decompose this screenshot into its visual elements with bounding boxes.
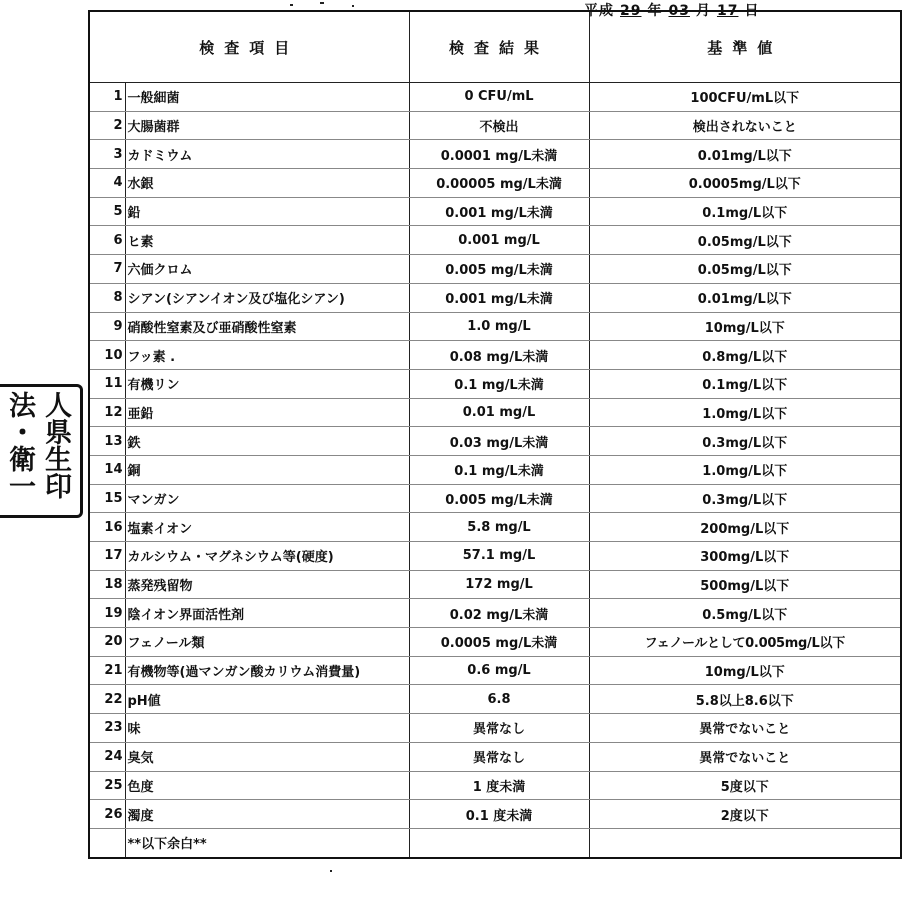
row-standard xyxy=(589,828,901,857)
row-item: 味 xyxy=(125,714,409,743)
row-item: 六価クロム xyxy=(125,255,409,284)
row-item: マンガン xyxy=(125,484,409,513)
row-standard: 0.3mg/L以下 xyxy=(589,484,901,513)
row-item: 一般細菌 xyxy=(125,83,409,112)
row-standard: 0.3mg/L以下 xyxy=(589,427,901,456)
row-standard: 0.1mg/L以下 xyxy=(589,369,901,398)
stamp-text-col2: 法・衛一 xyxy=(4,391,35,499)
row-result: 0.001 mg/L未満 xyxy=(409,197,589,226)
row-result: 0.03 mg/L未満 xyxy=(409,427,589,456)
row-item: 鉛 xyxy=(125,197,409,226)
row-item: フッ素 . xyxy=(125,341,409,370)
row-number: 23 xyxy=(89,714,125,743)
row-number xyxy=(89,828,125,857)
row-number: 6 xyxy=(89,226,125,255)
row-standard: 0.05mg/L以下 xyxy=(589,226,901,255)
table-row xyxy=(89,742,901,771)
row-standard: 1.0mg/L以下 xyxy=(589,455,901,484)
row-number: 20 xyxy=(89,628,125,657)
row-number: 17 xyxy=(89,542,125,571)
row-result: 0.0005 mg/L未満 xyxy=(409,628,589,657)
row-result: 172 mg/L xyxy=(409,570,589,599)
seal-stamp xyxy=(0,384,83,518)
row-result: 1 度未満 xyxy=(409,771,589,800)
row-item: 有機リン xyxy=(125,369,409,398)
row-standard: 0.01mg/L以下 xyxy=(589,283,901,312)
row-item: 銅 xyxy=(125,455,409,484)
header-standard: 基準値 xyxy=(589,11,901,83)
row-item: 濁度 xyxy=(125,800,409,829)
table-row xyxy=(89,542,901,571)
date-day-label: 日 xyxy=(744,3,760,19)
row-result: 0.1 度未満 xyxy=(409,800,589,829)
row-standard: 異常でないこと xyxy=(589,714,901,743)
row-number: 1 xyxy=(89,83,125,112)
scan-speck xyxy=(352,5,354,7)
date-month: 03 xyxy=(668,3,690,19)
table-row xyxy=(89,312,901,341)
row-standard: 5度以下 xyxy=(589,771,901,800)
row-result: 1.0 mg/L xyxy=(409,312,589,341)
table-row xyxy=(89,341,901,370)
row-standard: 0.8mg/L以下 xyxy=(589,341,901,370)
scan-speck xyxy=(330,870,332,872)
table-row xyxy=(89,83,901,112)
row-item: 水銀 xyxy=(125,169,409,198)
date-day: 17 xyxy=(716,3,739,19)
row-item: 蒸発残留物 xyxy=(125,570,409,599)
row-item: シアン(シアンイオン及び塩化シアン) xyxy=(125,283,409,312)
row-standard: フェノールとして0.005mg/L以下 xyxy=(589,628,901,657)
row-item: カドミウム xyxy=(125,140,409,169)
row-number: 22 xyxy=(89,685,125,714)
table-row xyxy=(89,800,901,829)
row-result: 0.08 mg/L未満 xyxy=(409,341,589,370)
row-standard: 10mg/L以下 xyxy=(589,312,901,341)
row-result: 0.1 mg/L未満 xyxy=(409,369,589,398)
row-item: 陰イオン界面活性剤 xyxy=(125,599,409,628)
row-item: 亜鉛 xyxy=(125,398,409,427)
row-result: 5.8 mg/L xyxy=(409,513,589,542)
row-result: 不検出 xyxy=(409,111,589,140)
row-number: 3 xyxy=(89,140,125,169)
row-standard: 0.5mg/L以下 xyxy=(589,599,901,628)
row-item: フェノール類 xyxy=(125,628,409,657)
row-number: 10 xyxy=(89,341,125,370)
table-row xyxy=(89,455,901,484)
row-item: 有機物等(過マンガン酸カリウム消費量) xyxy=(125,656,409,685)
header-result: 検査結果 xyxy=(409,11,589,83)
table-row xyxy=(89,169,901,198)
row-item: ヒ素 xyxy=(125,226,409,255)
row-number: 16 xyxy=(89,513,125,542)
row-standard: 検出されないこと xyxy=(589,111,901,140)
row-result: 異常なし xyxy=(409,742,589,771)
row-standard: 0.05mg/L以下 xyxy=(589,255,901,284)
row-number: 15 xyxy=(89,484,125,513)
table-row xyxy=(89,226,901,255)
row-result: 0.6 mg/L xyxy=(409,656,589,685)
row-standard: 2度以下 xyxy=(589,800,901,829)
table-row xyxy=(89,570,901,599)
table-footer-row xyxy=(89,828,901,857)
row-standard: 0.01mg/L以下 xyxy=(589,140,901,169)
row-result: 0.1 mg/L未満 xyxy=(409,455,589,484)
stamp-text-col1: 人県生印 xyxy=(40,391,71,499)
row-result: 異常なし xyxy=(409,714,589,743)
row-number: 26 xyxy=(89,800,125,829)
row-result: 6.8 xyxy=(409,685,589,714)
table-row xyxy=(89,628,901,657)
row-item: pH値 xyxy=(125,685,409,714)
row-result xyxy=(409,828,589,857)
row-result: 0.005 mg/L未満 xyxy=(409,484,589,513)
row-standard: 0.0005mg/L以下 xyxy=(589,169,901,198)
row-item: 鉄 xyxy=(125,427,409,456)
row-number: 25 xyxy=(89,771,125,800)
row-standard: 異常でないこと xyxy=(589,742,901,771)
scan-speck xyxy=(320,2,324,4)
row-standard: 0.1mg/L以下 xyxy=(589,197,901,226)
row-number: 13 xyxy=(89,427,125,456)
table-row xyxy=(89,599,901,628)
date-year-label: 年 xyxy=(647,3,663,19)
row-result: 0.005 mg/L未満 xyxy=(409,255,589,284)
row-standard: 300mg/L以下 xyxy=(589,542,901,571)
scan-speck xyxy=(290,4,293,6)
row-number: 4 xyxy=(89,169,125,198)
row-item: カルシウム・マグネシウム等(硬度) xyxy=(125,542,409,571)
table-row xyxy=(89,484,901,513)
row-item: 硝酸性窒素及び亜硝酸性窒素 xyxy=(125,312,409,341)
table-row xyxy=(89,140,901,169)
row-number: 12 xyxy=(89,398,125,427)
table-row xyxy=(89,714,901,743)
table-row xyxy=(89,197,901,226)
row-standard: 200mg/L以下 xyxy=(589,513,901,542)
row-item: 臭気 xyxy=(125,742,409,771)
row-item: 塩素イオン xyxy=(125,513,409,542)
row-standard: 500mg/L以下 xyxy=(589,570,901,599)
row-item: 大腸菌群 xyxy=(125,111,409,140)
table-row xyxy=(89,685,901,714)
row-number: 11 xyxy=(89,369,125,398)
row-result: 57.1 mg/L xyxy=(409,542,589,571)
table-header-row xyxy=(89,11,901,83)
row-standard: 100CFU/mL以下 xyxy=(589,83,901,112)
row-result: 0.01 mg/L xyxy=(409,398,589,427)
footer-note: **以下余白** xyxy=(125,828,409,857)
row-number: 2 xyxy=(89,111,125,140)
row-number: 21 xyxy=(89,656,125,685)
row-number: 7 xyxy=(89,255,125,284)
table-row xyxy=(89,427,901,456)
row-number: 9 xyxy=(89,312,125,341)
row-item: 色度 xyxy=(125,771,409,800)
row-number: 5 xyxy=(89,197,125,226)
row-number: 14 xyxy=(89,455,125,484)
table-row xyxy=(89,513,901,542)
row-number: 8 xyxy=(89,283,125,312)
row-result: 0 CFU/mL xyxy=(409,83,589,112)
water-test-results-table xyxy=(88,10,902,859)
table-body xyxy=(89,83,901,858)
table-row xyxy=(89,283,901,312)
row-number: 18 xyxy=(89,570,125,599)
date-year: 29 xyxy=(620,3,642,19)
row-result: 0.001 mg/L xyxy=(409,226,589,255)
table-row xyxy=(89,398,901,427)
row-standard: 1.0mg/L以下 xyxy=(589,398,901,427)
table-row xyxy=(89,656,901,685)
row-number: 19 xyxy=(89,599,125,628)
row-result: 0.00005 mg/L未満 xyxy=(409,169,589,198)
table-row xyxy=(89,255,901,284)
table-row xyxy=(89,111,901,140)
row-result: 0.0001 mg/L未満 xyxy=(409,140,589,169)
row-result: 0.001 mg/L未満 xyxy=(409,283,589,312)
date-era: 平成 xyxy=(584,3,614,19)
date-month-label: 月 xyxy=(695,3,711,19)
table-row xyxy=(89,369,901,398)
header-item: 検査項目 xyxy=(89,11,409,83)
row-standard: 5.8以上8.6以下 xyxy=(589,685,901,714)
row-standard: 10mg/L以下 xyxy=(589,656,901,685)
row-number: 24 xyxy=(89,742,125,771)
row-result: 0.02 mg/L未満 xyxy=(409,599,589,628)
table-row xyxy=(89,771,901,800)
